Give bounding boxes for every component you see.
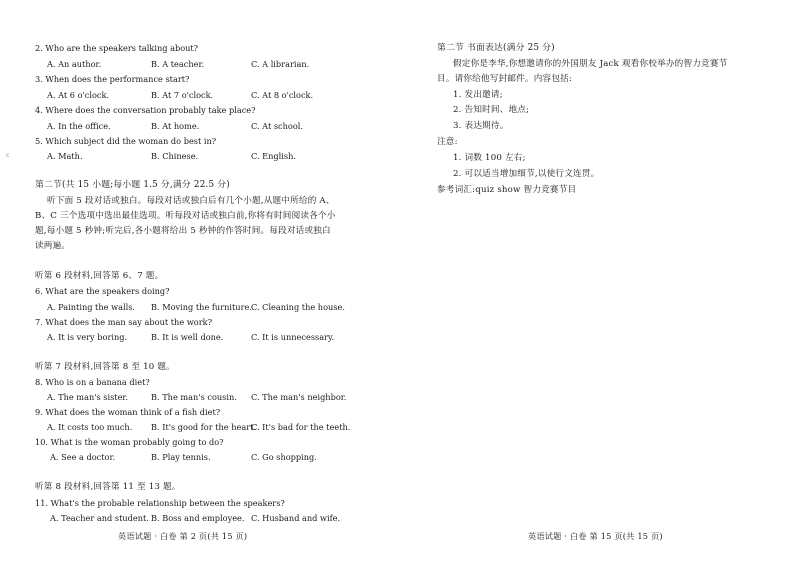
part2-instruction-line: 听下面 5 段对话或独白。每段对话或独白后有几个小题,从题中所给的 A、 — [47, 196, 335, 206]
note-1: 1. 词数 100 左右; — [453, 153, 526, 163]
reference-vocabulary: 参考词汇:quiz show 智力竞赛节目 — [437, 185, 577, 195]
question-7-option-c: C. It is unnecessary. — [251, 332, 335, 342]
question-8-option-c: C. The man's neighbor. — [251, 392, 347, 402]
part2-heading: 第二节(共 15 小题;每小题 1.5 分,满分 22.5 分) — [35, 180, 230, 190]
question-6-stem: 6. What are the speakers doing? — [35, 286, 170, 296]
question-4-stem: 4. Where does the conversation probably take place? — [35, 105, 256, 115]
writing-prompt-line: 假定你是李华,你想邀请你的外国朋友 Jack 观看你校举办的智力竞赛节 — [453, 59, 728, 69]
question-2-stem: 2. Who are the speakers talking about? — [35, 43, 199, 53]
question-9-option-b: B. It's good for the heart. — [151, 422, 257, 432]
margin-mark: ε — [6, 152, 10, 159]
question-3-stem: 3. When does the performance start? — [35, 74, 190, 84]
part2-instruction-line: 题,每小题 5 秒钟;听完后,各小题将给出 5 秒钟的作答时间。每段对话或独白 — [35, 226, 331, 236]
question-4-option-c: C. At school. — [251, 121, 303, 131]
question-9-option-a: A. It costs too much. — [47, 422, 133, 432]
question-5-option-c: C. English. — [251, 151, 296, 161]
page-footer-right: 英语试题 · 白卷 第 15 页(共 15 页) — [528, 531, 663, 541]
material-7-heading: 听第 7 段材料,回答第 8 至 10 题。 — [35, 362, 175, 372]
question-10-stem: 10. What is the woman probably going to do? — [35, 437, 224, 447]
part2-instruction-line: B、C 三个选项中选出最佳选项。听每段对话或独白前,你将有时间阅读各个小 — [35, 211, 336, 221]
notes-label: 注意: — [437, 137, 458, 147]
question-6-option-b: B. Moving the furniture. — [151, 302, 252, 312]
writing-point-2: 2. 告知时间、地点; — [453, 105, 530, 115]
question-11-option-b: B. Boss and employee. — [151, 513, 245, 523]
question-10-option-a: A. See a doctor. — [50, 452, 116, 462]
question-9-option-c: C. It's bad for the teeth. — [251, 422, 351, 432]
material-6-heading: 听第 6 段材料,回答第 6、7 题。 — [35, 271, 164, 281]
question-5-option-a: A. Math. — [47, 151, 83, 161]
question-7-option-b: B. It is well done. — [151, 332, 224, 342]
question-10-option-c: C. Go shopping. — [251, 452, 317, 462]
question-2-option-c: C. A librarian. — [251, 59, 310, 69]
question-8-option-a: A. The man's sister. — [47, 392, 129, 402]
page-footer-left: 英语试题 · 白卷 第 2 页(共 15 页) — [118, 531, 248, 541]
writing-section-heading: 第二节 书面表达(满分 25 分) — [437, 43, 555, 53]
question-7-option-a: A. It is very boring. — [47, 332, 128, 342]
question-2-option-a: A. An author. — [47, 59, 102, 69]
question-4-option-b: B. At home. — [151, 121, 200, 131]
question-5-stem: 5. Which subject did the woman do best in? — [35, 136, 217, 146]
question-4-option-a: A. In the office. — [47, 121, 111, 131]
question-11-option-c: C. Husband and wife. — [251, 513, 341, 523]
question-2-option-b: B. A teacher. — [151, 59, 205, 69]
note-2: 2. 可以适当增加细节,以使行文连贯。 — [453, 169, 600, 179]
question-8-option-b: B. The man's cousin. — [151, 392, 237, 402]
question-10-option-b: B. Play tennis. — [151, 452, 211, 462]
question-11-option-a: A. Teacher and student. — [50, 513, 149, 523]
question-3-option-b: B. At 7 o'clock. — [151, 90, 214, 100]
writing-point-3: 3. 表达期待。 — [453, 121, 509, 131]
question-5-option-b: B. Chinese. — [151, 151, 199, 161]
question-11-stem: 11. What's the probable relationship between the speakers? — [35, 498, 285, 508]
question-7-stem: 7. What does the man say about the work? — [35, 317, 212, 327]
material-8-heading: 听第 8 段材料,回答第 11 至 13 题。 — [35, 482, 181, 492]
writing-point-1: 1. 发出邀请; — [453, 90, 503, 100]
part2-instruction-line: 读两遍。 — [35, 241, 71, 251]
writing-prompt-line: 目。请你给他写封邮件。内容包括: — [437, 74, 573, 84]
question-8-stem: 8. Who is on a banana diet? — [35, 377, 150, 387]
question-6-option-c: C. Cleaning the house. — [251, 302, 345, 312]
question-6-option-a: A. Painting the walls. — [47, 302, 135, 312]
question-3-option-a: A. At 6 o'clock. — [47, 90, 110, 100]
question-3-option-c: C. At 8 o'clock. — [251, 90, 314, 100]
question-9-stem: 9. What does the woman think of a fish diet? — [35, 407, 221, 417]
